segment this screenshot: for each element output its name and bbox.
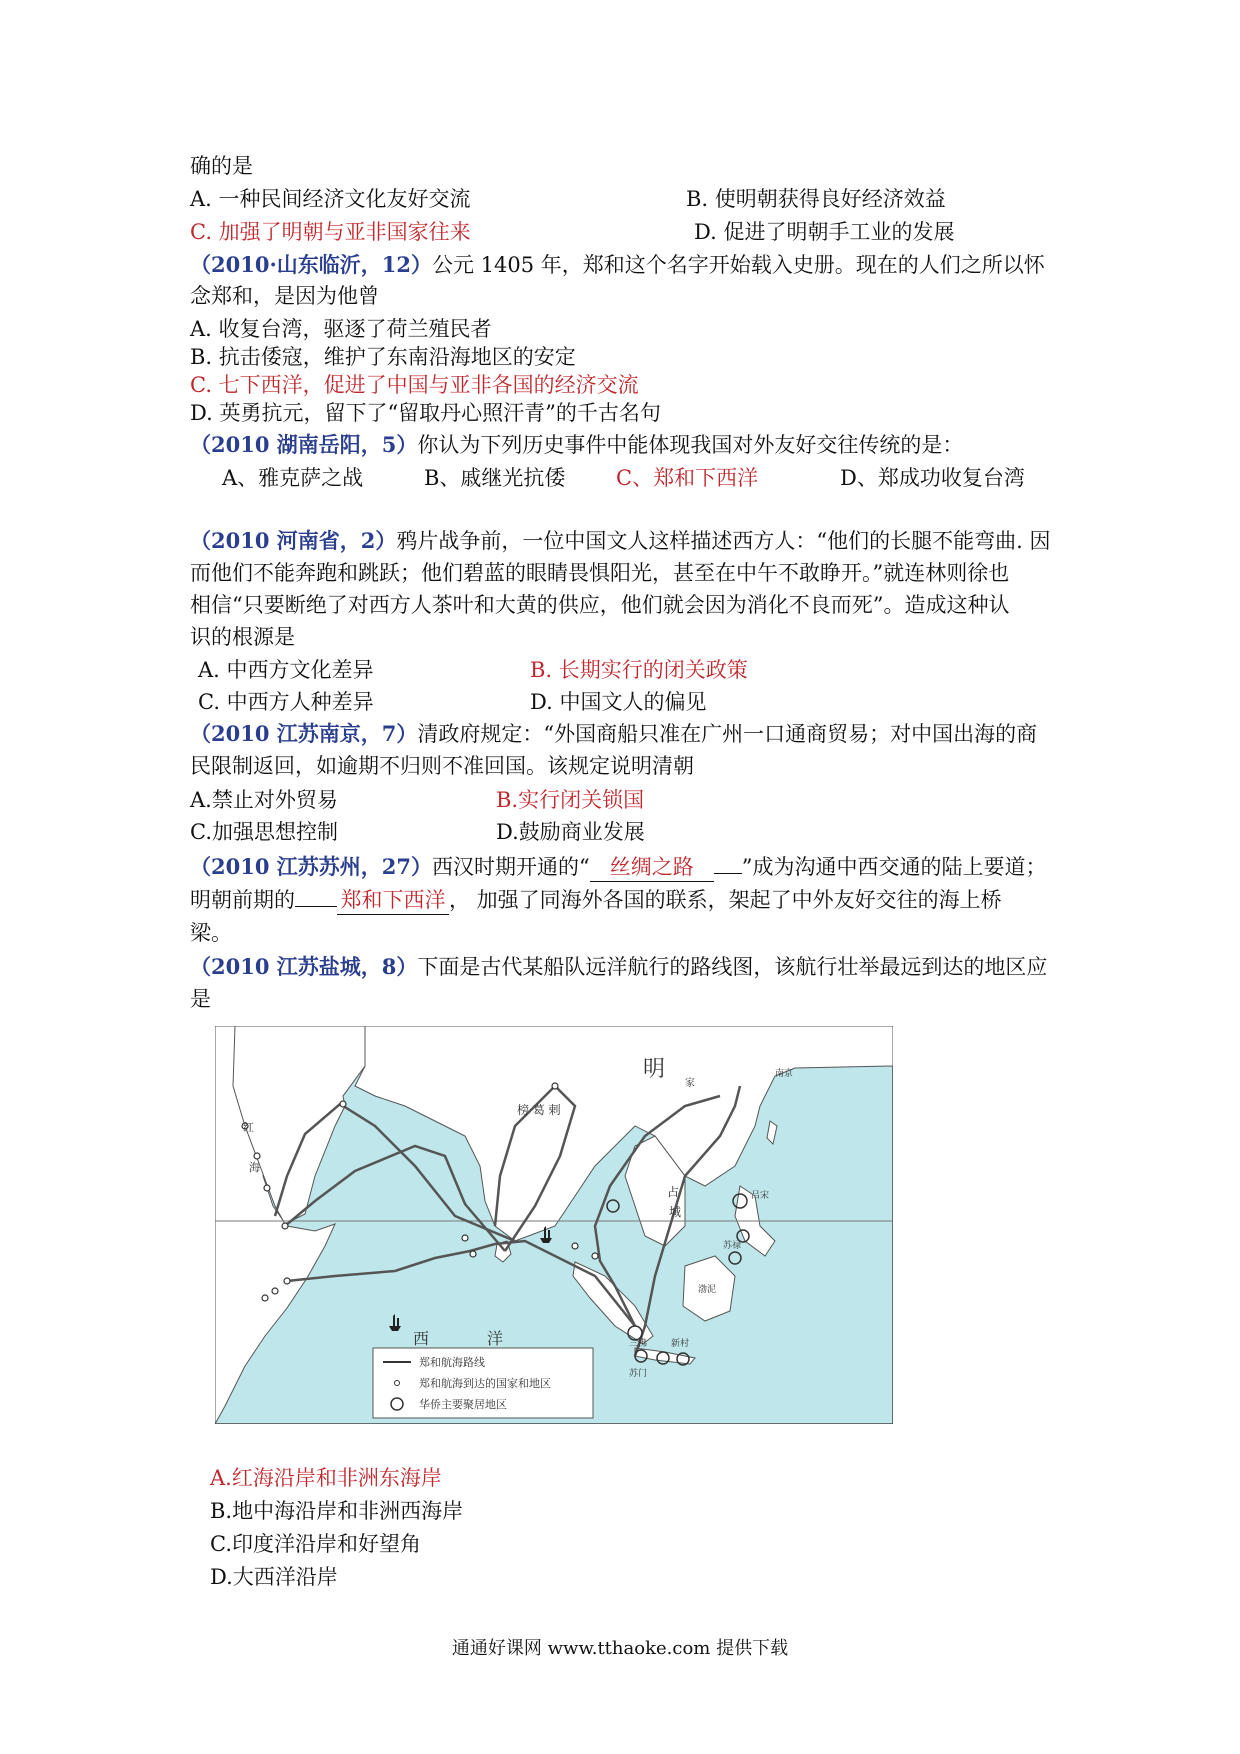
place-dot bbox=[262, 1295, 268, 1301]
option-b-answer: B. 长期实行的闭关政策 bbox=[530, 658, 748, 682]
question-stem: 公元 1405 年，郑和这个名字开始载入史册。现在的人们之所以怀 bbox=[431, 253, 1045, 277]
fill-blank-answer: 郑和下西洋 bbox=[337, 886, 449, 915]
option-d: D.鼓励商业发展 bbox=[496, 820, 645, 844]
question-stem: 下面是古代某船队远洋航行的路线图，该航行壮举最远到达的地区应 bbox=[417, 955, 1048, 979]
question-nanjing bbox=[190, 720, 1037, 748]
place-dot bbox=[284, 1278, 290, 1284]
legend-place-swatch bbox=[395, 1381, 400, 1386]
page-footer: 通通好课网 www.tthaoke.com 提供下载 bbox=[451, 1638, 789, 1659]
fill-text: 明朝前期的 bbox=[190, 888, 295, 912]
option-b: B. 使明朝获得良好经济效益 bbox=[686, 187, 946, 211]
question-source: （2010 江苏苏州，27） bbox=[190, 854, 432, 879]
label-ming: 明 bbox=[643, 1057, 666, 1082]
place-dot bbox=[282, 1223, 288, 1229]
option-a: A. 中西方文化差异 bbox=[198, 658, 374, 682]
label-bangala: 榜 葛 剌 bbox=[517, 1103, 561, 1117]
question-source: （2010 江苏盐城，8） bbox=[190, 954, 418, 979]
fill-text: 西汉时期开通的“ bbox=[431, 855, 590, 879]
option-d: D、郑成功收复台湾 bbox=[840, 466, 1025, 490]
option-c-answer: C. 加强了明朝与亚非国家往来 bbox=[190, 220, 471, 244]
label-xincun: 新村 bbox=[671, 1339, 690, 1349]
question-stem-cont: 民限制返回，如逾期不归则不准回国。该规定说明清朝 bbox=[190, 754, 694, 778]
option-a: A. 一种民间经济文化友好交流 bbox=[190, 187, 471, 211]
label-hai: 海 bbox=[249, 1161, 260, 1174]
question-stem: 你认为下列历史事件中能体现我国对外友好交往传统的是： bbox=[417, 433, 964, 457]
label-boni: 渤泥 bbox=[698, 1285, 717, 1295]
question-henan bbox=[190, 527, 1050, 555]
place-dot bbox=[592, 1253, 598, 1259]
place-dot bbox=[264, 1185, 270, 1191]
option-c: C.印度洋沿岸和好望角 bbox=[210, 1532, 421, 1556]
option-a: A.禁止对外贸易 bbox=[190, 788, 338, 812]
option-d: D. 中国文人的偏见 bbox=[530, 690, 707, 714]
legend-route-label: 郑和航海路线 bbox=[419, 1356, 485, 1369]
question-yancheng bbox=[190, 953, 1047, 981]
option-a: A. 收复台湾，驱逐了荷兰殖民者 bbox=[190, 317, 492, 341]
question-source: （2010 河南省，2） bbox=[190, 528, 397, 553]
place-dot bbox=[552, 1083, 558, 1089]
label-xi: 西 bbox=[413, 1329, 430, 1348]
question-suzhou bbox=[190, 853, 1046, 882]
option-a: A、雅克萨之战 bbox=[222, 466, 364, 490]
question-stem-cont: 念郑和，是因为他曾 bbox=[190, 284, 379, 308]
question-yueyang bbox=[190, 431, 963, 459]
map-legend bbox=[373, 1348, 593, 1418]
place-dot bbox=[340, 1101, 346, 1107]
option-a-answer: A.红海沿岸和非洲东海岸 bbox=[210, 1466, 442, 1490]
question-linyi bbox=[190, 251, 1045, 279]
fill-text: ”成为沟通中西交通的陆上要道； bbox=[741, 855, 1047, 879]
label-lusong: 吕宋 bbox=[751, 1191, 770, 1201]
place-dot bbox=[254, 1153, 260, 1159]
place-dot bbox=[470, 1251, 476, 1257]
question-stem-cont: 梁。 bbox=[190, 921, 232, 945]
fill-blank-tail bbox=[714, 873, 742, 874]
question-source: （2010·山东临沂，12） bbox=[190, 252, 432, 277]
question-stem-cont: 识的根源是 bbox=[190, 625, 295, 649]
place-dot bbox=[272, 1288, 278, 1294]
question-suzhou-cont bbox=[190, 886, 1002, 915]
legend-overseas-label: 华侨主要聚居地区 bbox=[419, 1398, 507, 1411]
option-d: D.大西洋沿岸 bbox=[210, 1565, 338, 1589]
option-b: B. 抗击倭寇，维护了东南沿海地区的安定 bbox=[190, 345, 576, 369]
label-hong: 红 bbox=[243, 1121, 254, 1134]
label-sanfo: 三佛 bbox=[629, 1339, 648, 1349]
option-c: C.加强思想控制 bbox=[190, 820, 338, 844]
question-stem: 鸦片战争前，一位中国文人这样描述西方人：“他们的长腿不能弯曲. 因 bbox=[396, 529, 1051, 553]
option-d: D. 促进了明朝手工业的发展 bbox=[694, 220, 955, 244]
question-stem: 清政府规定：“外国商船只准在广州一口通商贸易；对中国出海的商 bbox=[417, 722, 1038, 746]
option-b: B.地中海沿岸和非洲西海岸 bbox=[210, 1499, 464, 1523]
label-sumen: 苏门 bbox=[629, 1369, 648, 1379]
label-nanjing: 南京 bbox=[775, 1069, 794, 1079]
option-b-answer: B.实行闭关锁国 bbox=[496, 788, 645, 812]
zhenghe-voyage-map bbox=[215, 1026, 893, 1424]
fill-text: ， 加强了同海外各国的联系，架起了中外友好交往的海上桥 bbox=[449, 888, 1002, 912]
option-d: D. 英勇抗元，留下了“留取丹心照汗青”的千古名句 bbox=[190, 401, 661, 425]
legend-place-label: 郑和航海到达的国家和地区 bbox=[419, 1377, 551, 1390]
label-jia: 家 bbox=[685, 1078, 695, 1089]
place-dot bbox=[572, 1243, 578, 1249]
place-dot bbox=[462, 1235, 468, 1241]
question-stem-cont: 是 bbox=[190, 987, 211, 1011]
label-yang: 洋 bbox=[487, 1329, 504, 1348]
label-cheng: 城 bbox=[669, 1205, 682, 1219]
option-c-answer: C. 七下西洋，促进了中国与亚非各国的经济交流 bbox=[190, 373, 639, 397]
question-stem-cont: 相信“只要断绝了对西方人茶叶和大黄的供应，他们就会因为消化不良而死”。造成这种认 bbox=[190, 593, 1010, 617]
option-c: C. 中西方人种差异 bbox=[198, 690, 374, 714]
option-b: B、戚继光抗倭 bbox=[424, 466, 566, 490]
label-zhan: 占 bbox=[667, 1185, 680, 1199]
question-stem-cont: 而他们不能奔跑和跳跃；他们碧蓝的眼睛畏惧阳光，甚至在中午不敢睁开。”就连林则徐也 bbox=[190, 561, 1010, 585]
option-c-answer: C、郑和下西洋 bbox=[616, 466, 759, 490]
fill-blank-head bbox=[295, 906, 337, 907]
question-stem: 确的是 bbox=[190, 154, 253, 178]
question-source: （2010 江苏南京，7） bbox=[190, 721, 418, 746]
question-source: （2010 湖南岳阳，5） bbox=[190, 432, 418, 457]
label-sulu: 苏禄 bbox=[723, 1241, 742, 1251]
fill-blank-answer: 丝绸之路 bbox=[590, 853, 714, 882]
